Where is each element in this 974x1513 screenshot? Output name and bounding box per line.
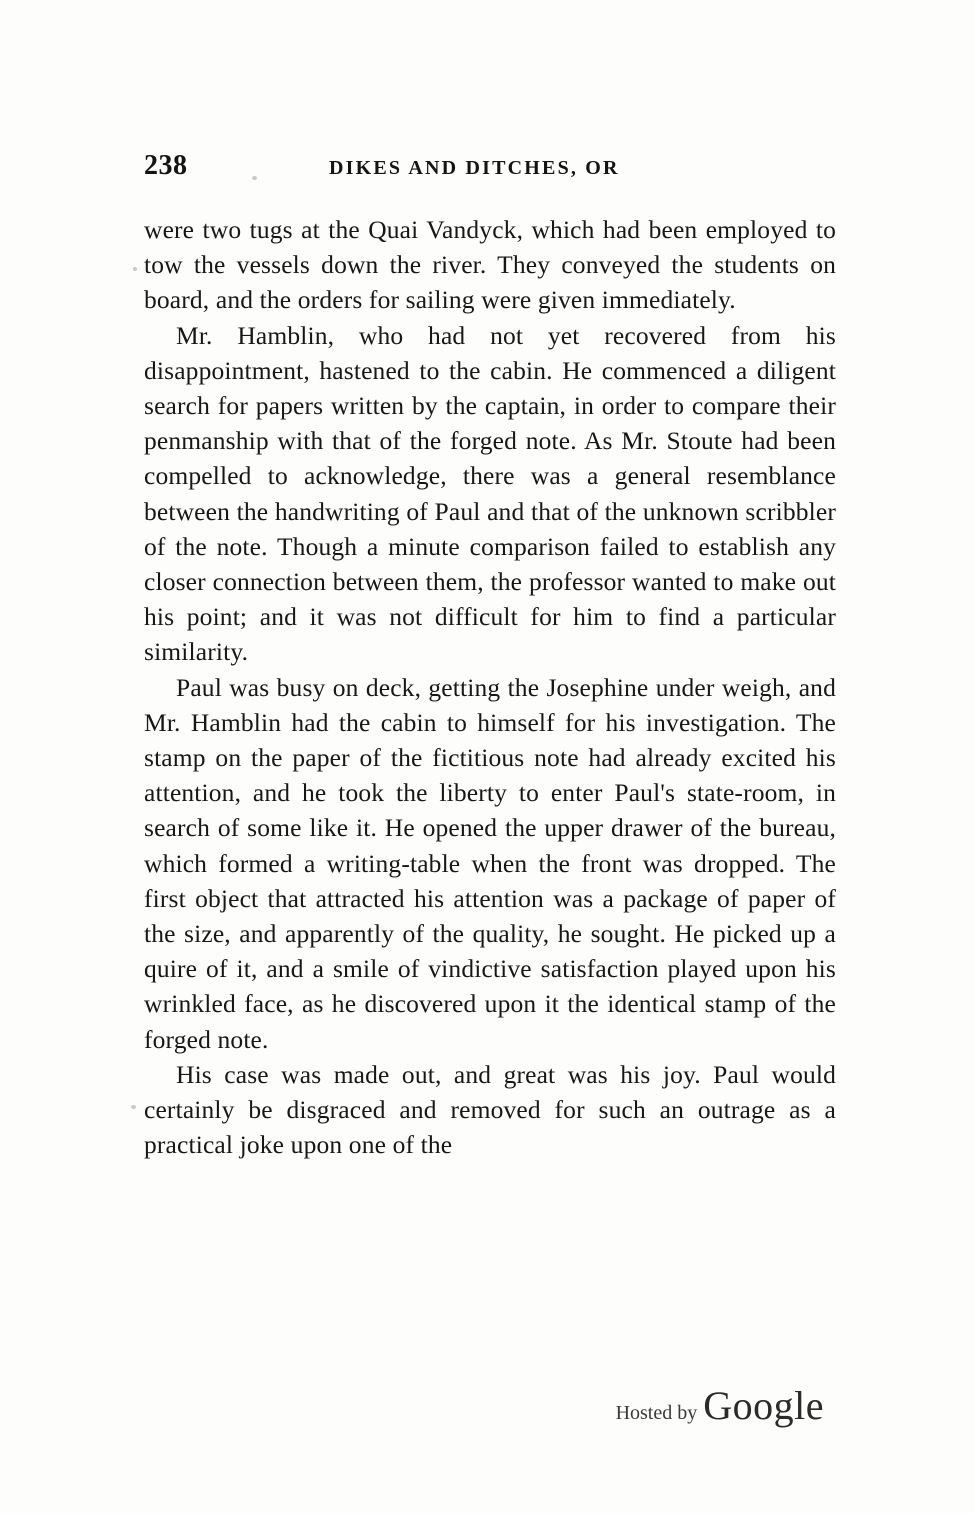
page-header <box>144 150 834 182</box>
running-head: DIKES AND DITCHES, OR <box>329 157 620 179</box>
google-logo: Google <box>703 1383 824 1428</box>
scan-watermark <box>0 1382 974 1429</box>
paragraph: Paul was busy on deck, getting the Josephine under weigh, and Mr. Hamblin had the cabin to himself for his investigation. The stamp on the paper of the fictitious note had already excited his attention, and he took the liberty to enter Paul's state-room, in search of some like it. He opened the upper drawer of the bureau, which formed a writing-table when the front was dropped. The first object that attracted his attention was a package of paper of the size, and apparently of the quality, he sought. He picked up a quire of it, and a smile of vindictive satisfaction played upon his wrinkled face, as he discovered upon it the identical stamp of the forged note. <box>144 672 836 1054</box>
page-number: 238 <box>144 150 188 181</box>
hosted-by-label: Hosted by <box>615 1402 698 1424</box>
paragraph: His case was made out, and great was his joy. Paul would certainly be disgraced and removed for such an outrage as a practical joke upon one of the <box>144 1059 836 1160</box>
paragraph: Mr. Hamblin, who had not yet recovered from his disappointment, hastened to the cabin. He commenced a diligent search for papers written by the captain, in order to compare their penmanship with that of the forged note. As Mr. Stoute had been compelled to acknowledge, there was a general resemblance between the handwriting of Paul and that of the unknown scribbler of the note. Though a minute comparison failed to establish any closer connection between them, the professor wanted to make out his point; and it was not difficult for him to find a particular similarity. <box>144 320 836 667</box>
scan-speck <box>252 176 257 180</box>
page-body <box>144 212 836 1162</box>
scan-speck <box>133 267 137 271</box>
scan-speck <box>131 1105 136 1109</box>
paragraph: were two tugs at the Quai Vandyck, which had been employed to tow the vessels down the river. They conveyed the students on board, and the orders for sailing were given immediately. <box>144 215 836 315</box>
